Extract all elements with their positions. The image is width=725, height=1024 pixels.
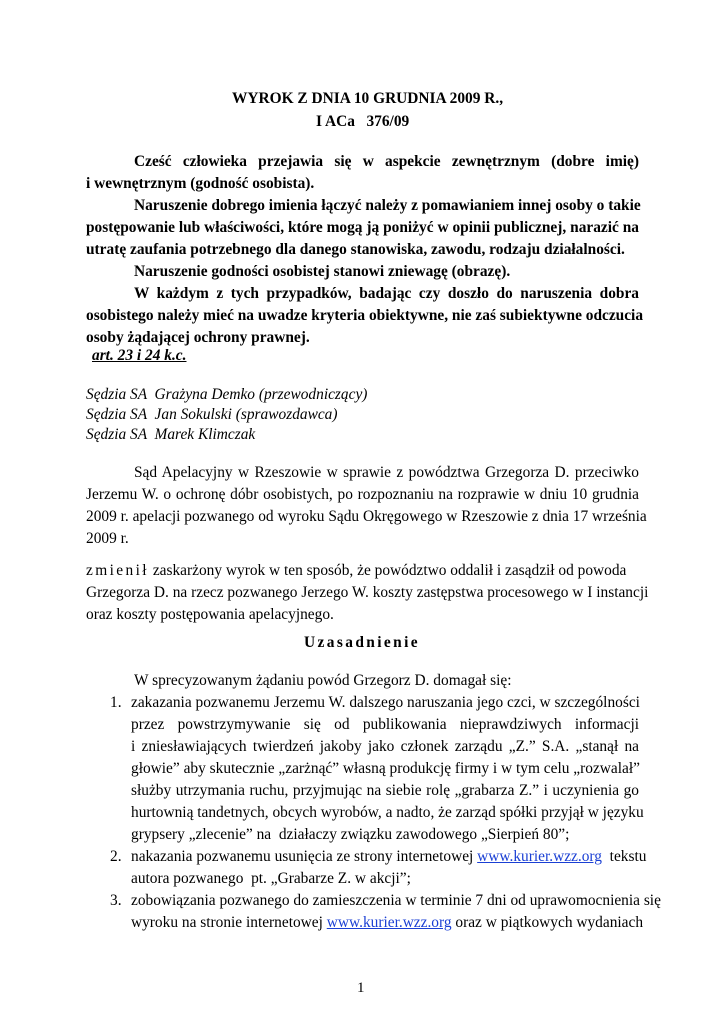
intro-line: Sąd Apelacyjny w Rzeszowie w sprawie z powództwa Grzegorza D. przeciwko — [134, 464, 639, 481]
list-item-line: hurtownią tandetnych, obcych wyrobów, a nadto, że zarząd spółki przyjął w języku — [131, 804, 644, 821]
thesis-line: Naruszenie dobrego imienia łączyć należy z pomawianiem innej osoby o takie — [134, 197, 641, 214]
ruling-line — [86, 560, 626, 582]
list-item-line — [131, 846, 646, 868]
case-signature: I ACa 376/09 — [316, 113, 410, 130]
thesis-line: i wewnętrznym (godność osobista). — [86, 175, 315, 192]
list-item-line: służby utrzymania ruchu, przyjmując na siebie rolę „grabarza Z.” i uczynienia go — [131, 782, 639, 799]
list-item-text: nakazania pozwanemu usunięcia ze strony internetowej — [131, 848, 478, 865]
judge-line: Sędzia SA Marek Klimczak — [86, 426, 256, 443]
thesis-line: Cześć człowieka przejawia się w aspekcie zewnętrznym (dobre imię) — [134, 153, 639, 170]
list-number: 2. — [110, 848, 122, 865]
page-number: 1 — [357, 980, 365, 996]
thesis-line: osobistego należy mieć na uwadze kryteria obiektywne, nie zaś subiektywne odczucia — [86, 307, 644, 324]
judge-line: Sędzia SA Jan Sokulski (sprawozdawca) — [86, 406, 338, 423]
website-link[interactable]: www.kurier.wzz.org — [326, 914, 452, 931]
list-item-line: głowie” aby skutecznie „zarżnąć” własną produkcję firmy i w tym celu „rozwalał” — [131, 760, 640, 777]
intro-line: Jerzemu W. o ochronę dóbr osobistych, po rozpoznaniu na rozprawie w dniu 10 grudnia — [86, 486, 639, 503]
list-item-line: autora pozwanego pt. „Grabarze Z. w akcji”; — [131, 870, 411, 887]
legal-basis: art. 23 i 24 k.c. — [92, 347, 187, 364]
list-item-line: grypsery „zlecenie” na działaczy związku zawodowego „Sierpień 80”; — [131, 826, 570, 843]
thesis-line: Naruszenie godności osobistej stanowi zniewagę (obrazę). — [134, 263, 511, 280]
thesis-line: W każdym z tych przypadków, badając czy doszło do naruszenia dobra — [134, 285, 639, 302]
list-item-line: i zniesławiających twierdzeń jakoby jako członek zarządu „Z.” S.A. „stanął na — [131, 738, 639, 755]
thesis-line: postępowanie lub właściwości, które mogą ją poniżyć w opinii publicznej, narazić na — [86, 219, 639, 236]
list-item-line — [131, 912, 643, 934]
list-item-text: tekstu — [601, 848, 647, 865]
intro-line: 2009 r. apelacji pozwanego od wyroku Sądu Okręgowego w Rzeszowie z dnia 17 września — [86, 508, 647, 525]
list-item-text: oraz w piątkowych wydaniach — [451, 914, 644, 931]
list-number: 1. — [110, 694, 122, 711]
ruling-keyword: zmienił — [86, 562, 149, 579]
thesis-line: utratę zaufania potrzebnego dla danego stanowiska, zawodu, rodzaju działalności. — [86, 241, 625, 258]
list-item-line: zobowiązania pozwanego do zamieszczenia w terminie 7 dni od uprawomocnienia się — [131, 892, 661, 909]
intro-line: 2009 r. — [86, 530, 129, 547]
ruling-line: Grzegorza D. na rzecz pozwanego Jerzego W. koszty zastępstwa procesowego w I instancji — [86, 584, 649, 601]
ruling-text: zaskarżony wyrok w ten sposób, że powództwo oddalił i zasądził od powoda — [148, 562, 627, 579]
list-number: 3. — [110, 892, 122, 909]
justification-heading: Uzasadnienie — [304, 634, 421, 651]
list-item-line: zakazania pozwanemu Jerzemu W. dalszego naruszania jego czci, w szczególności — [131, 694, 640, 711]
list-item-text: wyroku na stronie internetowej — [131, 914, 327, 931]
ruling-line: oraz koszty postępowania apelacyjnego. — [86, 606, 334, 623]
justification-intro: W sprecyzowanym żądaniu powód Grzegorz D. domagał się: — [134, 672, 512, 689]
thesis-line: osoby żądającej ochrony prawnej. — [86, 329, 310, 346]
list-item-line: przez powstrzymywanie się od publikowania nieprawdziwych informacji — [131, 716, 639, 733]
judge-line: Sędzia SA Grażyna Demko (przewodniczący) — [86, 386, 368, 403]
judgment-title: WYROK Z DNIA 10 GRUDNIA 2009 R., — [232, 90, 504, 107]
website-link[interactable]: www.kurier.wzz.org — [477, 848, 602, 865]
